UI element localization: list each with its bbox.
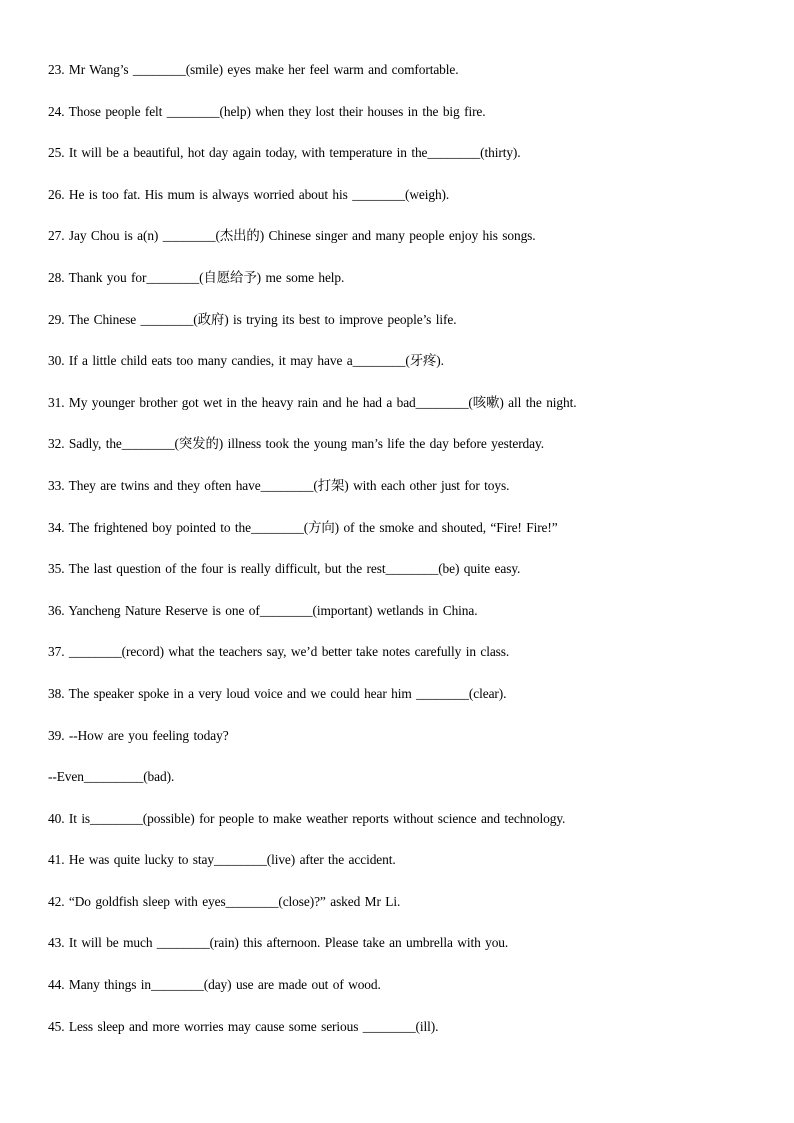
answer-line: --Even_________(bad). — [48, 769, 175, 785]
question-line: 34. The frightened boy pointed to the________(方向) of the smoke and shouted, “Fire! Fire!” — [48, 519, 558, 535]
question-line: 40. It is________(possible) for people to make weather reports without science and technology. — [48, 810, 566, 826]
question-line: 28. Thank you for________(自愿给予) me some help. — [48, 269, 345, 285]
question-line: 42. “Do goldfish sleep with eyes________(close)?” asked Mr Li. — [48, 893, 401, 909]
question-line: 41. He was quite lucky to stay________(live) after the accident. — [48, 852, 396, 868]
question-line: 39. --How are you feeling today? — [48, 727, 229, 743]
question-line: 29. The Chinese ________(政府) is trying its best to improve people’s life. — [48, 311, 457, 327]
question-line: 35. The last question of the four is really difficult, but the rest________(be) quite easy. — [48, 561, 521, 577]
question-line: 33. They are twins and they often have________(打架) with each other just for toys. — [48, 477, 510, 493]
question-line: 24. Those people felt ________(help) when they lost their houses in the big fire. — [48, 103, 486, 119]
question-line: 43. It will be much ________(rain) this afternoon. Please take an umbrella with you. — [48, 935, 509, 951]
question-line: 44. Many things in________(day) use are made out of wood. — [48, 977, 381, 993]
question-line: 27. Jay Chou is a(n) ________(杰出的) Chinese singer and many people enjoy his songs. — [48, 228, 536, 244]
question-line: 26. He is too fat. His mum is always worried about his ________(weigh). — [48, 186, 450, 202]
question-line: 25. It will be a beautiful, hot day again today, with temperature in the________(thirty). — [48, 145, 521, 161]
question-line: 45. Less sleep and more worries may cause some serious ________(ill). — [48, 1018, 439, 1034]
question-line: 36. Yancheng Nature Reserve is one of________(important) wetlands in China. — [48, 602, 478, 618]
question-line: 31. My younger brother got wet in the heavy rain and he had a bad________(咳嗽) all the night. — [48, 394, 577, 410]
question-line: 30. If a little child eats too many candies, it may have a________(牙疼). — [48, 353, 444, 369]
question-line: 23. Mr Wang’s ________(smile) eyes make her feel warm and comfortable. — [48, 62, 459, 77]
question-line: 32. Sadly, the________(突发的) illness took the young man’s life the day before yesterday. — [48, 436, 544, 452]
question-line: 37. ________(record) what the teachers say, we’d better take notes carefully in class. — [48, 644, 510, 660]
exercise-page — [48, 59, 768, 1057]
question-line: 38. The speaker spoke in a very loud voice and we could hear him ________(clear). — [48, 685, 507, 701]
